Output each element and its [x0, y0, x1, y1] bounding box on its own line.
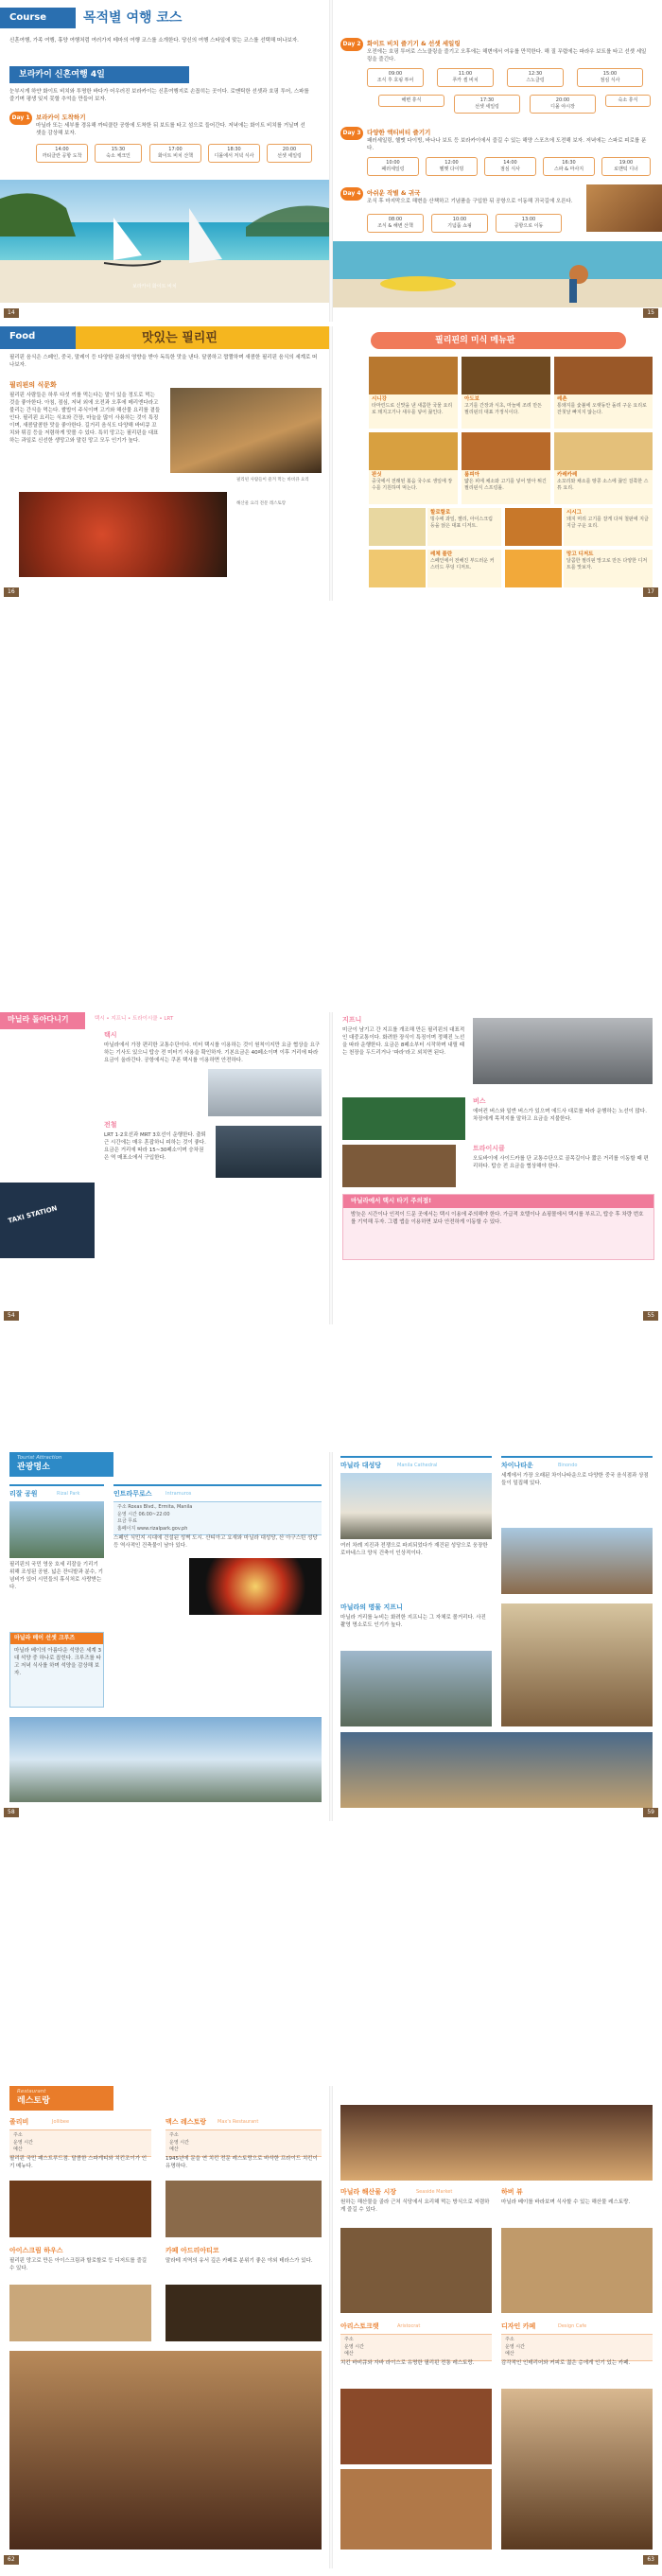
- food-intro: 필리핀 음식은 스페인, 중국, 말레이 등 다양한 문화의 영향을 받아 독특한 맛을 낸다. 달콤하고 짭짤하며 새콤한 필리핀 음식의 세계로 떠나보자.: [9, 355, 318, 368]
- food-photo: [505, 550, 562, 587]
- tip-box: [342, 1194, 654, 1260]
- restaurant-body: 원하는 해산물을 골라 근처 식당에서 요리해 먹는 방식으로 저렴하게 즐길 수 있다.: [340, 2199, 490, 2213]
- sight-body: 여러 차례 지진과 전쟁으로 파괴되었다가 재건된 성당으로 웅장한 로마네스크 양식 건축이 인상적이다.: [340, 1543, 488, 1556]
- photo-caption: 해산물 요리 전문 레스토랑: [236, 501, 287, 506]
- sight-en: Rizal Park: [57, 1491, 80, 1497]
- day2-title: 화이트 비치 즐기기 & 선셋 세일링: [367, 40, 461, 47]
- sight-name: 차이나타운: [501, 1462, 533, 1469]
- course-intro: 신혼여행, 가족 여행, 휴양 여행처럼 여러가지 테마의 여행 코스를 소개한다. 당신의 여행 스타일에 맞는 코스를 선택해 떠나보자.: [9, 38, 299, 44]
- restaurant-body: 감각적인 인테리어와 커피로 젊은 층에게 인기 있는 카페.: [501, 2360, 631, 2366]
- tricycle-title: 트라이시클: [473, 1145, 505, 1152]
- page-number: 59: [643, 1808, 658, 1817]
- food-photo: [369, 432, 458, 470]
- menu-item: 시니강 타마린드로 신맛을 낸 새콤한 국물 요리로 돼지고기나 새우를 넣어 끓인다.: [369, 394, 458, 429]
- restaurant-photo: [9, 2351, 322, 2550]
- day1-title: 보라카이 도착하기: [36, 114, 86, 121]
- page-number: 58: [4, 1808, 19, 1817]
- menu-item: 시시그 돼지 머리 고기를 잘게 다져 철판에 지글지글 구운 요리.: [564, 508, 653, 546]
- day2-node: 11:00 푸카 셸 비치: [437, 68, 494, 87]
- vendor-photo: [586, 184, 662, 232]
- activity-photo: [333, 241, 662, 307]
- header-ko: 레스토랑: [17, 2096, 50, 2107]
- page-number: 15: [643, 308, 658, 318]
- cruise-tip-title: 마닐라 베이 선셋 크루즈: [10, 1633, 103, 1644]
- restaurant-body: 1945년에 문을 연 치킨 전문 레스토랑으로 바삭한 프라이드 치킨이 유명하다.: [166, 2156, 318, 2169]
- lrt-photo: [216, 1126, 322, 1178]
- restaurant-name: 하버 뷰: [501, 2188, 523, 2196]
- side-body: 마닐라 거리를 누비는 화려한 지프니는 그 자체로 볼거리다. 사진 촬영 명소로도 인기가 높다.: [340, 1615, 486, 1628]
- food-photo: [462, 357, 550, 394]
- page-number: 63: [643, 2555, 658, 2565]
- bus-photo: [342, 1097, 465, 1140]
- restaurant-body: 필리핀 국민 패스트푸드점. 달콤한 스파게티와 치킨조이가 인기 메뉴다.: [9, 2156, 148, 2169]
- day1-desc: 마닐라 또는 세부를 경유해 까티클란 공항에 도착한 뒤 보트를 타고 섬으로 들어간다. 저녁에는 화이트 비치를 거닐며 선셋을 감상해 보자.: [36, 123, 305, 136]
- jeepney-body: 미군이 남기고 간 지프를 개조해 만든 필리핀의 대표적인 대중교통이다. 화려한 장식이 특징이며 정해진 노선을 따라 운행한다. 요금은 8페소부터 시작하며 내릴 때는 천장을 두드리거나 '파라'라고 외치면 된다.: [342, 1027, 465, 1056]
- food-title: 맛있는 필리핀: [142, 331, 218, 345]
- sight-name: 인트라무로스: [113, 1490, 152, 1498]
- cruise-tip-body: 마닐라 베이의 아름다운 석양은 세계 3대 석양 중 하나로 꼽힌다. 크루즈를 타고 저녁 식사를 하며 석양을 감상해 보자.: [14, 1648, 101, 1676]
- day3-node: 19:00 로맨틱 디너: [601, 157, 651, 176]
- day2-node: 15:00 점심 식사: [577, 68, 643, 87]
- page-number: 54: [4, 1311, 19, 1321]
- restaurant-en: Aristocrat: [397, 2323, 421, 2329]
- food-photo: [369, 550, 426, 587]
- day2-badge: Day 2: [340, 38, 363, 51]
- bus-title: 버스: [473, 1097, 486, 1105]
- restaurant-name: 맥스 레스토랑: [166, 2118, 207, 2126]
- restaurant-photo: [340, 2105, 653, 2181]
- header-en: Tourist Attraction: [17, 1455, 62, 1461]
- boracay-desc: 눈부시게 하얀 화이트 비치와 투명한 바다가 어우러진 보라카이는 신혼여행지로 손꼽히는 곳이다. 로맨틱한 선셋과 호핑 투어, 스파를 즐기며 평생 잊지 못할 추억을 만들어 보자.: [9, 89, 309, 102]
- food-photo: [369, 508, 426, 546]
- course-badge: Course: [0, 8, 76, 28]
- restaurant-body: 필리핀 망고로 만든 아이스크림과 할로할로 등 디저트를 즐길 수 있다.: [9, 2258, 148, 2271]
- food-photo: [462, 432, 550, 470]
- menu-item: 룸피아 얇은 피에 채소와 고기를 넣어 말아 튀긴 필리핀식 스프링롤.: [462, 470, 550, 504]
- day3-node: 12:00 헬멧 다이빙: [426, 157, 478, 176]
- day3-node: 14:00 점심 식사: [484, 157, 536, 176]
- attractions-header: [9, 1452, 113, 1477]
- taxi-photo: [208, 1069, 322, 1116]
- restaurant-photo: [501, 2228, 653, 2313]
- fireworks-photo: [189, 1558, 322, 1615]
- tip-body: 밤늦은 시간이나 인적이 드문 곳에서는 택시 이용에 주의해야 한다. 가급적 호텔이나 쇼핑몰에서 택시를 부르고, 탑승 후 차량 번호를 기억해 두자. 그랩 앱을 이용하면 보다 안전하게 이동할 수 있다.: [351, 1212, 644, 1225]
- taxi-title: 택시: [104, 1031, 117, 1039]
- day3-node: 16:30 스파 & 마사지: [543, 157, 595, 176]
- restaurant-body: 말라테 지역의 유서 깊은 카페로 분위기 좋은 야외 테라스가 있다.: [166, 2258, 313, 2264]
- lrt-title: 전철: [104, 1121, 117, 1129]
- day4-title: 아쉬운 작별 & 귀국: [367, 189, 421, 197]
- food-photo: [554, 432, 653, 470]
- jeepney-photo: [473, 1018, 653, 1084]
- restaurant-info: 주소 운영 시간 예산: [9, 2129, 151, 2157]
- menu-item: 망고 디저트 달콤한 필리핀 망고로 만든 다양한 디저트를 맛보자.: [564, 550, 653, 587]
- side-title: 마닐라의 명물 지프니: [340, 1603, 403, 1611]
- restaurant-name: 졸리비: [9, 2118, 29, 2126]
- sight-photo: [501, 1528, 653, 1594]
- transport-title: 마닐라 돌아다니기: [8, 1015, 69, 1024]
- menu-item: 판싯 중국에서 전래된 볶음 국수로 생일에 장수를 기원하며 먹는다.: [369, 470, 458, 504]
- restaurant-photo: [340, 2228, 492, 2313]
- article-body: 필리핀 사람들은 하루 다섯 끼를 먹는다는 말이 있을 정도로 먹는 것을 좋아한다. 아침, 점심, 저녁 외에 오전과 오후에 메리엔다라고 불리는 간식을 먹는다. 쌀밥이 주식이며 고기와 해산물 요리를 곁들인다. 필리핀 요리는 식초와 간장, 마늘을 많이 사용하는 것이 특징이며, 새콤달콤한 맛을 좋아한다. 길거리 음식도 다양해 바비큐 꼬치와 튀김 등을 저렴하게 맛볼 수 있다. 특히 망고는 필리핀을 대표하는 과일로 신선한 생망고와 말린 망고 모두 인기가 높다.: [9, 393, 161, 444]
- jeepney-title: 지프니: [342, 1016, 362, 1024]
- cruise-tip: [9, 1632, 104, 1708]
- day4-node: 08:00 조식 & 해변 산책: [367, 214, 424, 233]
- day1-node: 20:00 선셋 세일링: [267, 144, 312, 163]
- restaurant-photo: [501, 2389, 653, 2550]
- sight-photo: [340, 1473, 492, 1539]
- day3-node: 10:00 패러세일링: [367, 157, 419, 176]
- restaurant-en: Jollibee: [52, 2119, 70, 2125]
- taxi-body: 마닐라에서 가장 편리한 교통수단이다. 미터 택시를 이용하는 것이 원칙이지만 요금 협상을 요구하는 기사도 있으니 탑승 전 미터기 사용을 확인하자. 기본요금은 40페소이며 이후 거리에 따라 요금이 올라간다. 공항에서는 쿠폰 택시를 이용하면 안전하다.: [104, 1043, 321, 1063]
- restaurant-body: 마닐라 베이를 바라보며 식사할 수 있는 해산물 레스토랑.: [501, 2199, 631, 2205]
- header-en: Restaurant: [17, 2089, 46, 2094]
- day4-desc: 조식 후 마지막으로 해변을 산책하고 기념품을 구입한 뒤 공항으로 이동해 귀국길에 오른다.: [367, 199, 573, 204]
- restaurant-en: Seaside Market: [416, 2189, 453, 2195]
- article-title: 필리핀의 식문화: [9, 381, 57, 389]
- day1-node: 17:00 화이트 비치 산책: [149, 144, 201, 163]
- restaurant-photo: [340, 2469, 492, 2550]
- day2-node: 09:00 조식 후 호핑 투어: [367, 68, 424, 87]
- sight-card: [501, 1456, 653, 1459]
- menu-item: 레촌 통돼지를 숯불에 오랫동안 돌려 구운 요리로 잔칫날 빠지지 않는다.: [554, 394, 653, 429]
- spread-attractions: [0, 1452, 662, 1821]
- page-number: 55: [643, 1311, 658, 1321]
- restaurant-name: 카페 아드리아티코: [166, 2247, 219, 2254]
- sight-name: 리잘 공원: [9, 1490, 38, 1498]
- sight-card: [113, 1484, 322, 1487]
- spread-course: [0, 0, 662, 322]
- sight-en: Manila Cathedral: [397, 1463, 438, 1468]
- menu-title: 필리핀의 미식 메뉴판: [435, 336, 515, 345]
- sight-en: Intramuros: [166, 1491, 192, 1497]
- day4-node: 10:00 기념품 쇼핑: [431, 214, 488, 233]
- day2-desc: 오전에는 호핑 투어로 스노클링을 즐기고 오후에는 해변에서 여유를 만끽한다. 해 질 무렵에는 파라우 보트를 타고 선셋 세일링을 즐긴다.: [367, 49, 647, 62]
- sight-card: [340, 1456, 492, 1459]
- bus-body: 에어컨 버스와 일반 버스가 있으며 에드사 대로를 따라 운행하는 노선이 많다. 차장에게 목적지를 말하고 요금을 지불한다.: [473, 1109, 647, 1122]
- restaurant-photo: [166, 2181, 322, 2237]
- day3-badge: Day 3: [340, 127, 363, 140]
- restaurant-name: 디자인 카페: [501, 2322, 536, 2330]
- restaurant-info: 주소 운영 시간 예산: [166, 2129, 322, 2157]
- day2-node: 12:30 스노클링: [507, 68, 564, 87]
- day4-badge: Day 4: [340, 187, 363, 201]
- sight-photo: [340, 1732, 653, 1808]
- page-number: 62: [4, 2555, 19, 2565]
- food-photo: [369, 357, 458, 394]
- restaurant-name: 아리스토크랫: [340, 2322, 379, 2330]
- spread-transport: [0, 1012, 662, 1324]
- restaurant-photo: [340, 2389, 492, 2464]
- restaurant-en: Max's Restaurant: [218, 2119, 259, 2125]
- day3-desc: 패러세일링, 헬멧 다이빙, 바나나 보트 등 보라카이에서 즐길 수 있는 해양 스포츠에 도전해 보자. 저녁에는 스파로 피로를 푼다.: [367, 138, 647, 151]
- day2-node: 17:30 선셋 세일링: [454, 95, 520, 114]
- page-number: 16: [4, 587, 19, 597]
- seafood-photo: [19, 492, 227, 577]
- sight-photo: [501, 1603, 653, 1726]
- menu-item: 카레카레 소꼬리와 채소를 땅콩 소스에 끓인 걸쭉한 스튜 요리.: [554, 470, 653, 504]
- restaurant-photo: [166, 2285, 322, 2341]
- sight-card: [9, 1484, 104, 1487]
- gutter: [329, 1012, 333, 1324]
- spread-restaurants: [0, 2086, 662, 2568]
- restaurant-en: Design Cafe: [558, 2323, 587, 2329]
- restaurant-info: 주소 운영 시간 예산: [340, 2334, 492, 2361]
- gutter: [329, 2086, 333, 2568]
- sight-body: 필리핀의 국민 영웅 호세 리잘을 기리기 위해 조성된 공원. 넓은 잔디밭과 분수, 기념비가 있어 시민들의 휴식처로 사랑받는다.: [9, 1562, 103, 1590]
- day1-node: 14:00 까티클란 공항 도착: [36, 144, 88, 163]
- day1-badge: Day 1: [9, 112, 32, 125]
- gutter: [329, 326, 333, 601]
- restaurant-photo: [9, 2181, 151, 2237]
- course-title: 목적별 여행 코스: [83, 10, 183, 26]
- sight-photo: [340, 1651, 492, 1726]
- restaurant-photo: [9, 2285, 151, 2341]
- sight-en: Binondo: [558, 1463, 578, 1468]
- sight-info: 주소 Roxas Blvd., Ermita, Manila 운영 시간 06:00~22:00 요금 무료 홈페이지 www.rizalpark.gov.ph: [113, 1501, 322, 1535]
- food-badge: Food: [0, 326, 76, 349]
- beach-caption: 보라카이 화이트 비치: [132, 284, 177, 289]
- tricycle-body: 오토바이에 사이드카를 단 교통수단으로 골목길이나 짧은 거리를 이동할 때 편리하다. 탑승 전 요금을 협상해야 한다.: [473, 1156, 649, 1169]
- gutter: [329, 1452, 333, 1821]
- sight-name: 마닐라 대성당: [340, 1462, 382, 1469]
- day3-title: 다양한 액티비티 즐기기: [367, 129, 431, 136]
- tricycle-photo: [342, 1145, 456, 1187]
- spread-food: [0, 326, 662, 601]
- restaurant-body: 치킨 바비큐와 자바 라이스로 유명한 필리핀 전통 레스토랑.: [340, 2360, 475, 2366]
- food-photo: [505, 508, 562, 546]
- day1-node: 15:30 숙소 체크인: [95, 144, 142, 163]
- menu-item: 레체 플란 스페인에서 전해진 부드러운 커스터드 푸딩 디저트.: [427, 550, 501, 587]
- sight-body: 스페인 식민지 시대에 건설된 성벽 도시. 산티아고 요새와 마닐라 대성당, 산 아구스틴 성당 등 역사적인 건축물이 남아 있다.: [113, 1535, 318, 1549]
- lrt-body: LRT 1·2호선과 MRT 3호선이 운행한다. 출퇴근 시간에는 매우 혼잡하니 피하는 것이 좋다. 요금은 거리에 따라 15~30페소이며 승차권은 역 매표소에서 구입한다.: [104, 1132, 206, 1161]
- page-number: 14: [4, 308, 19, 318]
- day1-node: 18:30 디몰에서 저녁 식사: [208, 144, 260, 163]
- sight-body: 세계에서 가장 오래된 차이나타운으로 다양한 중국 음식점과 상점들이 밀집해 있다.: [501, 1473, 649, 1486]
- day4-node: 13:00 공항으로 이동: [496, 214, 562, 233]
- food-photo: [554, 357, 653, 394]
- restaurant-name: 아이스크림 하우스: [9, 2247, 63, 2254]
- day2-node: 숙소 휴식: [605, 95, 651, 107]
- restaurant-info: 주소 운영 시간 예산: [501, 2334, 653, 2361]
- restaurants-header: [9, 2086, 113, 2111]
- photo-caption: 필리핀 사람들이 즐겨 먹는 바비큐 요리: [236, 478, 309, 482]
- sight-photo: [9, 1501, 104, 1558]
- restaurant-name: 마닐라 해산물 시장: [340, 2188, 396, 2196]
- bbq-photo: [170, 388, 322, 473]
- tip-title: 마닐라에서 택시 타기 주의점!: [343, 1195, 653, 1208]
- city-photo: [9, 1717, 322, 1802]
- page-number: 17: [643, 587, 658, 597]
- boracay-title: 보라카이 신혼여행 4일: [9, 66, 189, 83]
- menu-item: 아도보 고기를 간장과 식초, 마늘에 조려 만든 필리핀의 대표 가정식이다.: [462, 394, 550, 429]
- header-ko: 관광명소: [17, 1463, 50, 1473]
- transport-bar: 택시 • 지프니 • 트라이시클 • LRT: [95, 1016, 174, 1022]
- day2-node: 해변 휴식: [378, 95, 444, 107]
- day2-node: 20:00 디몰 야시장: [530, 95, 596, 114]
- menu-item: 할로할로 빙수에 과일, 젤리, 아이스크림 등을 얹은 대표 디저트.: [427, 508, 501, 546]
- taxi-station-sign: TAXI STATION: [7, 1204, 59, 1225]
